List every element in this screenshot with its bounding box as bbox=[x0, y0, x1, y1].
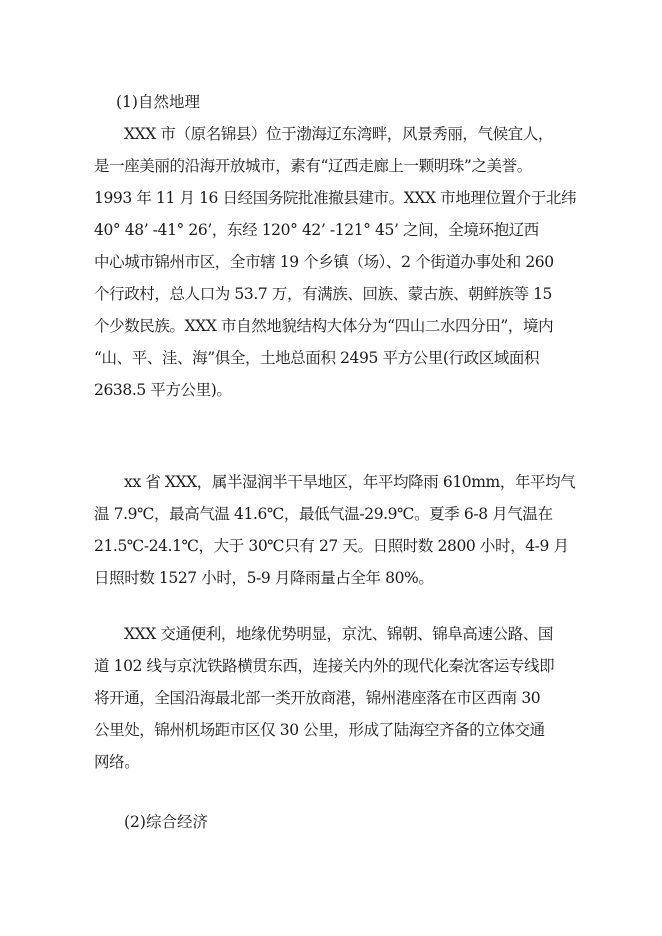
text-line: xx 省 XXX，属半湿润半干旱地区，年平均降雨 610mm，年平均气 bbox=[124, 473, 576, 491]
text-line: 个行政村，总人口为 53.7 万，有满族、回族、蒙古族、朝鲜族等 15 bbox=[94, 285, 553, 303]
section-heading-natural-geography: (1)自然地理 bbox=[116, 93, 200, 111]
text-line: 是一座美丽的沿海开放城市，素有“辽西走廊上一颗明珠”之美誉。 bbox=[94, 157, 532, 175]
text-line: 温 7.9℃，最高气温 41.6℃，最低气温-29.9℃。夏季 6-8 月气温在 bbox=[94, 505, 553, 523]
text-line: 日照时数 1527 小时，5-9 月降雨量占全年 80%。 bbox=[94, 569, 434, 587]
text-line: 道 102 线与京沈铁路横贯东西，连接关内外的现代化秦沈客运专线即 bbox=[94, 657, 555, 675]
text-line: 公里处，锦州机场距市区仅 30 公里，形成了陆海空齐备的立体交通 bbox=[94, 721, 545, 739]
text-line: 中心城市锦州市区，全市辖 19 个乡镇（场）、2 个街道办事处和 260 bbox=[94, 253, 554, 271]
text-line: 40° 48’ -41° 26’，东经 120° 42’ -121° 45’ 之间，全境环抱辽西 bbox=[94, 221, 539, 239]
paragraph-climate bbox=[94, 466, 576, 594]
text-line: “山、平、洼、海”俱全，土地总面积 2495 平方公里(行政区域面积 bbox=[94, 349, 540, 367]
text-line: 网络。 bbox=[94, 753, 140, 771]
text-line: 21.5℃-24.1℃，大于 30℃只有 27 天。日照时数 2800 小时，4-9 月 bbox=[94, 537, 569, 555]
text-line: 2638.5 平方公里)。 bbox=[94, 381, 232, 399]
text-line: 将开通，全国沿海最北部一类开放商港，锦州港座落在市区西南 30 bbox=[94, 689, 541, 707]
paragraph-city-overview bbox=[94, 118, 577, 406]
section-heading-comprehensive-economy: (2)综合经济 bbox=[124, 813, 208, 831]
paragraph-transportation bbox=[94, 618, 564, 778]
text-line: 1993 年 11 月 16 日经国务院批准撤县建市。XXX 市地理位置介于北纬 bbox=[94, 189, 577, 207]
text-line: XXX 市（原名锦县）位于渤海辽东湾畔，风景秀丽，气候宜人， bbox=[124, 125, 554, 143]
text-line: XXX 交通便利，地缘优势明显，京沈、锦朝、锦阜高速公路、国 bbox=[124, 625, 554, 643]
text-line: 个少数民族。XXX 市自然地貌结构大体分为“四山二水四分田”，境内 bbox=[94, 317, 554, 335]
